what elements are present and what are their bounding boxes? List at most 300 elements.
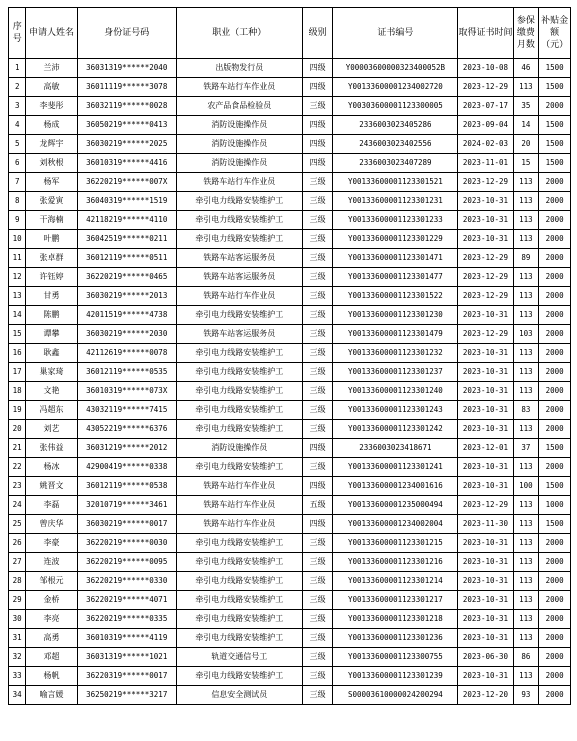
cell-id: 42900419******0338 bbox=[77, 458, 176, 477]
table-row bbox=[9, 382, 571, 401]
cell-months: 113 bbox=[513, 287, 539, 306]
cell-cert: Y00133600001123301242 bbox=[333, 420, 458, 439]
cell-subsidy: 1500 bbox=[539, 439, 571, 458]
cell-months: 113 bbox=[513, 192, 539, 211]
table-row bbox=[9, 629, 571, 648]
cell-occupation: 牵引电力线路安装维护工 bbox=[176, 572, 302, 591]
header-row bbox=[9, 8, 571, 59]
cell-cert: Y00133600001234001616 bbox=[333, 477, 458, 496]
table-row bbox=[9, 420, 571, 439]
cell-seq: 13 bbox=[9, 287, 26, 306]
cell-occupation: 牵引电力线路安装维护工 bbox=[176, 458, 302, 477]
cell-subsidy: 2000 bbox=[539, 534, 571, 553]
cell-subsidy: 2000 bbox=[539, 287, 571, 306]
cell-occupation: 铁路车站行车作业员 bbox=[176, 173, 302, 192]
cell-occupation: 牵引电力线路安装维护工 bbox=[176, 401, 302, 420]
cell-subsidy: 2000 bbox=[539, 344, 571, 363]
cell-occupation: 牵引电力线路安装维护工 bbox=[176, 610, 302, 629]
cell-id: 36220219******0030 bbox=[77, 534, 176, 553]
cell-level: 三级 bbox=[302, 591, 333, 610]
cell-id: 42112619******0078 bbox=[77, 344, 176, 363]
cell-occupation: 牵引电力线路安装维护工 bbox=[176, 192, 302, 211]
cell-name: 李亮 bbox=[26, 610, 77, 629]
cell-date: 2023-07-17 bbox=[458, 97, 513, 116]
cell-seq: 2 bbox=[9, 78, 26, 97]
cell-occupation: 牵引电力线路安装维护工 bbox=[176, 363, 302, 382]
cell-seq: 28 bbox=[9, 572, 26, 591]
cell-subsidy: 1500 bbox=[539, 116, 571, 135]
cell-seq: 27 bbox=[9, 553, 26, 572]
cell-name: 杨成 bbox=[26, 116, 77, 135]
cell-level: 四级 bbox=[302, 477, 333, 496]
cell-subsidy: 2000 bbox=[539, 363, 571, 382]
cell-level: 三级 bbox=[302, 325, 333, 344]
cell-occupation: 牵引电力线路安装维护工 bbox=[176, 629, 302, 648]
cell-seq: 34 bbox=[9, 686, 26, 705]
table-row bbox=[9, 249, 571, 268]
cell-id: 36220219******0465 bbox=[77, 268, 176, 287]
cell-id: 36011119******3078 bbox=[77, 78, 176, 97]
table-row bbox=[9, 572, 571, 591]
cell-occupation: 铁路车站客运服务员 bbox=[176, 249, 302, 268]
table-row bbox=[9, 287, 571, 306]
cell-months: 35 bbox=[513, 97, 539, 116]
cell-subsidy: 1500 bbox=[539, 154, 571, 173]
header-seq: 序号 bbox=[9, 8, 26, 59]
cell-level: 四级 bbox=[302, 439, 333, 458]
cell-level: 四级 bbox=[302, 78, 333, 97]
cell-cert: Y00133600001234002004 bbox=[333, 515, 458, 534]
cell-id: 36010319******4119 bbox=[77, 629, 176, 648]
cell-seq: 26 bbox=[9, 534, 26, 553]
cell-occupation: 铁路车站客运服务员 bbox=[176, 325, 302, 344]
cell-seq: 12 bbox=[9, 268, 26, 287]
cell-date: 2023-10-31 bbox=[458, 667, 513, 686]
cell-subsidy: 1000 bbox=[539, 496, 571, 515]
cell-level: 三级 bbox=[302, 686, 333, 705]
cell-name: 李磊 bbox=[26, 496, 77, 515]
cell-date: 2023-10-31 bbox=[458, 572, 513, 591]
cell-subsidy: 2000 bbox=[539, 458, 571, 477]
cell-name: 刘艺 bbox=[26, 420, 77, 439]
cell-date: 2023-09-04 bbox=[458, 116, 513, 135]
cell-date: 2023-10-31 bbox=[458, 629, 513, 648]
cell-cert: Y00133600001235000494 bbox=[333, 496, 458, 515]
cell-seq: 1 bbox=[9, 59, 26, 78]
cell-date: 2023-10-31 bbox=[458, 306, 513, 325]
cell-id: 36220319******0017 bbox=[77, 667, 176, 686]
table-row bbox=[9, 591, 571, 610]
cell-occupation: 消防设施操作员 bbox=[176, 135, 302, 154]
cell-name: 高勇 bbox=[26, 629, 77, 648]
cell-id: 43032119******7415 bbox=[77, 401, 176, 420]
cell-occupation: 铁路车站行车作业员 bbox=[176, 496, 302, 515]
table-row bbox=[9, 97, 571, 116]
table-row bbox=[9, 268, 571, 287]
cell-months: 113 bbox=[513, 534, 539, 553]
cell-level: 三级 bbox=[302, 97, 333, 116]
cell-subsidy: 2000 bbox=[539, 325, 571, 344]
cell-cert: Y00133600001123301236 bbox=[333, 629, 458, 648]
cell-date: 2023-12-29 bbox=[458, 268, 513, 287]
cell-date: 2023-10-31 bbox=[458, 420, 513, 439]
cell-id: 36012119******0511 bbox=[77, 249, 176, 268]
cell-occupation: 牵引电力线路安装维护工 bbox=[176, 382, 302, 401]
cell-months: 113 bbox=[513, 230, 539, 249]
cell-level: 三级 bbox=[302, 249, 333, 268]
cell-level: 四级 bbox=[302, 135, 333, 154]
cell-name: 喻言媛 bbox=[26, 686, 77, 705]
cell-months: 46 bbox=[513, 59, 539, 78]
cell-date: 2023-10-31 bbox=[458, 363, 513, 382]
table-row bbox=[9, 344, 571, 363]
cell-seq: 3 bbox=[9, 97, 26, 116]
cell-level: 三级 bbox=[302, 629, 333, 648]
cell-months: 113 bbox=[513, 382, 539, 401]
cell-name: 冯超东 bbox=[26, 401, 77, 420]
cell-cert: Y00133600001234002720 bbox=[333, 78, 458, 97]
cell-level: 三级 bbox=[302, 230, 333, 249]
cell-id: 36042519******0211 bbox=[77, 230, 176, 249]
cell-name: 曾庆华 bbox=[26, 515, 77, 534]
subsidy-table bbox=[8, 7, 571, 705]
cell-level: 五级 bbox=[302, 496, 333, 515]
cell-seq: 22 bbox=[9, 458, 26, 477]
cell-date: 2023-12-29 bbox=[458, 287, 513, 306]
table-row bbox=[9, 667, 571, 686]
cell-months: 113 bbox=[513, 515, 539, 534]
cell-level: 三级 bbox=[302, 344, 333, 363]
cell-cert: Y00133600001123301237 bbox=[333, 363, 458, 382]
cell-level: 三级 bbox=[302, 648, 333, 667]
cell-name: 甘勇 bbox=[26, 287, 77, 306]
cell-level: 三级 bbox=[302, 572, 333, 591]
cell-date: 2023-10-31 bbox=[458, 534, 513, 553]
cell-occupation: 牵引电力线路安装维护工 bbox=[176, 344, 302, 363]
cell-cert: Y00133600001123301521 bbox=[333, 173, 458, 192]
cell-level: 三级 bbox=[302, 420, 333, 439]
cell-level: 三级 bbox=[302, 553, 333, 572]
cell-date: 2023-10-31 bbox=[458, 211, 513, 230]
table-row bbox=[9, 401, 571, 420]
cell-cert: Y00133600001123301214 bbox=[333, 572, 458, 591]
header-level: 级别 bbox=[302, 8, 333, 59]
cell-subsidy: 2000 bbox=[539, 249, 571, 268]
cell-subsidy: 2000 bbox=[539, 192, 571, 211]
cell-months: 113 bbox=[513, 458, 539, 477]
cell-date: 2023-10-31 bbox=[458, 610, 513, 629]
cell-level: 三级 bbox=[302, 192, 333, 211]
cell-months: 113 bbox=[513, 610, 539, 629]
cell-date: 2023-12-01 bbox=[458, 439, 513, 458]
cell-level: 三级 bbox=[302, 610, 333, 629]
cell-months: 14 bbox=[513, 116, 539, 135]
cell-subsidy: 2000 bbox=[539, 382, 571, 401]
cell-subsidy: 2000 bbox=[539, 420, 571, 439]
cell-months: 113 bbox=[513, 306, 539, 325]
table-row bbox=[9, 515, 571, 534]
cell-occupation: 信息安全测试员 bbox=[176, 686, 302, 705]
cell-date: 2023-06-30 bbox=[458, 648, 513, 667]
cell-seq: 9 bbox=[9, 211, 26, 230]
cell-id: 42011519******4738 bbox=[77, 306, 176, 325]
header-occupation: 职业（工种） bbox=[176, 8, 302, 59]
cell-date: 2023-12-29 bbox=[458, 78, 513, 97]
cell-subsidy: 2000 bbox=[539, 97, 571, 116]
cell-id: 32010719******3461 bbox=[77, 496, 176, 515]
cell-subsidy: 2000 bbox=[539, 306, 571, 325]
cell-level: 三级 bbox=[302, 458, 333, 477]
cell-months: 113 bbox=[513, 667, 539, 686]
cell-cert: Y00133600001123301239 bbox=[333, 667, 458, 686]
cell-date: 2023-10-31 bbox=[458, 458, 513, 477]
cell-name: 张爱寅 bbox=[26, 192, 77, 211]
cell-name: 耿鑫 bbox=[26, 344, 77, 363]
cell-seq: 21 bbox=[9, 439, 26, 458]
table-row bbox=[9, 439, 571, 458]
table-row bbox=[9, 610, 571, 629]
cell-months: 113 bbox=[513, 629, 539, 648]
cell-name: 谭攀 bbox=[26, 325, 77, 344]
cell-months: 86 bbox=[513, 648, 539, 667]
cell-seq: 8 bbox=[9, 192, 26, 211]
cell-months: 113 bbox=[513, 344, 539, 363]
cell-occupation: 消防设施操作员 bbox=[176, 116, 302, 135]
table-row bbox=[9, 135, 571, 154]
cell-months: 89 bbox=[513, 249, 539, 268]
cell-date: 2023-10-31 bbox=[458, 591, 513, 610]
cell-level: 四级 bbox=[302, 59, 333, 78]
cell-name: 李豪 bbox=[26, 534, 77, 553]
cell-occupation: 出版物发行员 bbox=[176, 59, 302, 78]
cell-name: 兰沛 bbox=[26, 59, 77, 78]
cell-occupation: 铁路车站行车作业员 bbox=[176, 78, 302, 97]
cell-subsidy: 1500 bbox=[539, 78, 571, 97]
cell-id: 36032119******0028 bbox=[77, 97, 176, 116]
cell-cert: S00003610000024200294 bbox=[333, 686, 458, 705]
cell-level: 三级 bbox=[302, 534, 333, 553]
cell-date: 2023-10-31 bbox=[458, 553, 513, 572]
cell-occupation: 铁路车站客运服务员 bbox=[176, 268, 302, 287]
cell-occupation: 牵引电力线路安装维护工 bbox=[176, 667, 302, 686]
cell-cert: Y00133600001123301232 bbox=[333, 344, 458, 363]
cell-id: 36031319******2040 bbox=[77, 59, 176, 78]
cell-seq: 33 bbox=[9, 667, 26, 686]
cell-level: 三级 bbox=[302, 401, 333, 420]
cell-id: 36220219******0095 bbox=[77, 553, 176, 572]
cell-name: 金桥 bbox=[26, 591, 77, 610]
cell-seq: 31 bbox=[9, 629, 26, 648]
header-date: 取得证书时间 bbox=[458, 8, 513, 59]
cell-cert: Y00133600001123301240 bbox=[333, 382, 458, 401]
cell-level: 四级 bbox=[302, 116, 333, 135]
cell-cert: Y00133600001123301216 bbox=[333, 553, 458, 572]
cell-cert: Y00133600001123301471 bbox=[333, 249, 458, 268]
cell-name: 刘秋根 bbox=[26, 154, 77, 173]
cell-date: 2023-10-31 bbox=[458, 192, 513, 211]
cell-months: 113 bbox=[513, 553, 539, 572]
table-row bbox=[9, 363, 571, 382]
table-row bbox=[9, 116, 571, 135]
cell-date: 2023-12-29 bbox=[458, 496, 513, 515]
cell-cert: Y00133600001123301522 bbox=[333, 287, 458, 306]
cell-months: 15 bbox=[513, 154, 539, 173]
cell-name: 杨帆 bbox=[26, 667, 77, 686]
cell-level: 三级 bbox=[302, 382, 333, 401]
cell-seq: 18 bbox=[9, 382, 26, 401]
header-months: 参保缴费月数 bbox=[513, 8, 539, 59]
cell-seq: 30 bbox=[9, 610, 26, 629]
cell-subsidy: 2000 bbox=[539, 648, 571, 667]
cell-level: 三级 bbox=[302, 363, 333, 382]
cell-months: 113 bbox=[513, 572, 539, 591]
cell-subsidy: 1500 bbox=[539, 477, 571, 496]
cell-id: 36030219******2030 bbox=[77, 325, 176, 344]
cell-months: 113 bbox=[513, 173, 539, 192]
cell-level: 四级 bbox=[302, 154, 333, 173]
cell-seq: 6 bbox=[9, 154, 26, 173]
table-row bbox=[9, 648, 571, 667]
cell-id: 36030219******2025 bbox=[77, 135, 176, 154]
table-row bbox=[9, 78, 571, 97]
cell-id: 36220219******007X bbox=[77, 173, 176, 192]
cell-cert: 2336003023405286 bbox=[333, 116, 458, 135]
cell-name: 巢家琦 bbox=[26, 363, 77, 382]
cell-subsidy: 2000 bbox=[539, 268, 571, 287]
cell-date: 2023-10-31 bbox=[458, 401, 513, 420]
cell-months: 20 bbox=[513, 135, 539, 154]
cell-months: 103 bbox=[513, 325, 539, 344]
cell-occupation: 牵引电力线路安装维护工 bbox=[176, 306, 302, 325]
cell-seq: 7 bbox=[9, 173, 26, 192]
cell-cert: Y00133600001123301479 bbox=[333, 325, 458, 344]
table-row bbox=[9, 325, 571, 344]
cell-subsidy: 2000 bbox=[539, 230, 571, 249]
cell-id: 36250219******3217 bbox=[77, 686, 176, 705]
cell-date: 2023-11-01 bbox=[458, 154, 513, 173]
cell-cert: 2336003023407289 bbox=[333, 154, 458, 173]
cell-cert: Y00133600001123301229 bbox=[333, 230, 458, 249]
cell-subsidy: 2000 bbox=[539, 572, 571, 591]
cell-id: 36050219******0413 bbox=[77, 116, 176, 135]
cell-subsidy: 2000 bbox=[539, 686, 571, 705]
cell-seq: 16 bbox=[9, 344, 26, 363]
cell-name: 叶鹏 bbox=[26, 230, 77, 249]
cell-level: 三级 bbox=[302, 306, 333, 325]
cell-level: 三级 bbox=[302, 173, 333, 192]
cell-subsidy: 2000 bbox=[539, 667, 571, 686]
cell-id: 36010319******4416 bbox=[77, 154, 176, 173]
cell-occupation: 牵引电力线路安装维护工 bbox=[176, 591, 302, 610]
cell-cert: Y00133600001123301231 bbox=[333, 192, 458, 211]
cell-name: 干海楠 bbox=[26, 211, 77, 230]
cell-seq: 14 bbox=[9, 306, 26, 325]
cell-seq: 10 bbox=[9, 230, 26, 249]
cell-occupation: 牵引电力线路安装维护工 bbox=[176, 420, 302, 439]
cell-occupation: 轨道交通信号工 bbox=[176, 648, 302, 667]
cell-name: 邹根元 bbox=[26, 572, 77, 591]
cell-name: 姚晋文 bbox=[26, 477, 77, 496]
table-row bbox=[9, 230, 571, 249]
cell-name: 许钰婷 bbox=[26, 268, 77, 287]
cell-cert: Y00133600001123301241 bbox=[333, 458, 458, 477]
table-row bbox=[9, 553, 571, 572]
cell-months: 83 bbox=[513, 401, 539, 420]
cell-cert: Y00133600001123301217 bbox=[333, 591, 458, 610]
table-row bbox=[9, 306, 571, 325]
cell-subsidy: 2000 bbox=[539, 591, 571, 610]
cell-name: 张卓群 bbox=[26, 249, 77, 268]
cell-months: 37 bbox=[513, 439, 539, 458]
cell-seq: 11 bbox=[9, 249, 26, 268]
cell-subsidy: 2000 bbox=[539, 610, 571, 629]
table-row bbox=[9, 458, 571, 477]
cell-date: 2023-11-30 bbox=[458, 515, 513, 534]
cell-level: 三级 bbox=[302, 287, 333, 306]
cell-name: 文艳 bbox=[26, 382, 77, 401]
cell-id: 42118219******4110 bbox=[77, 211, 176, 230]
cell-id: 36012119******0535 bbox=[77, 363, 176, 382]
cell-date: 2023-10-08 bbox=[458, 59, 513, 78]
cell-level: 三级 bbox=[302, 268, 333, 287]
cell-date: 2023-10-31 bbox=[458, 382, 513, 401]
cell-cert: Y00133600001123301243 bbox=[333, 401, 458, 420]
cell-subsidy: 2000 bbox=[539, 629, 571, 648]
cell-level: 三级 bbox=[302, 211, 333, 230]
table-body bbox=[9, 59, 571, 705]
cell-date: 2023-10-31 bbox=[458, 344, 513, 363]
document-sheet bbox=[8, 7, 571, 705]
cell-level: 三级 bbox=[302, 667, 333, 686]
cell-occupation: 牵引电力线路安装维护工 bbox=[176, 534, 302, 553]
cell-cert: Y00133600001123301218 bbox=[333, 610, 458, 629]
table-row bbox=[9, 59, 571, 78]
cell-level: 四级 bbox=[302, 515, 333, 534]
cell-months: 113 bbox=[513, 591, 539, 610]
cell-seq: 25 bbox=[9, 515, 26, 534]
cell-subsidy: 2000 bbox=[539, 211, 571, 230]
cell-date: 2023-10-31 bbox=[458, 230, 513, 249]
cell-occupation: 消防设施操作员 bbox=[176, 154, 302, 173]
cell-name: 连波 bbox=[26, 553, 77, 572]
cell-months: 93 bbox=[513, 686, 539, 705]
cell-months: 113 bbox=[513, 78, 539, 97]
cell-cert: 2336003023418671 bbox=[333, 439, 458, 458]
cell-months: 113 bbox=[513, 363, 539, 382]
table-row bbox=[9, 534, 571, 553]
cell-subsidy: 1500 bbox=[539, 135, 571, 154]
table-row bbox=[9, 154, 571, 173]
cell-seq: 32 bbox=[9, 648, 26, 667]
cell-months: 113 bbox=[513, 420, 539, 439]
cell-seq: 23 bbox=[9, 477, 26, 496]
cell-id: 36031319******1021 bbox=[77, 648, 176, 667]
table-row bbox=[9, 211, 571, 230]
cell-name: 高敏 bbox=[26, 78, 77, 97]
cell-seq: 29 bbox=[9, 591, 26, 610]
cell-name: 邓超 bbox=[26, 648, 77, 667]
cell-cert: Y00003600000323400052B bbox=[333, 59, 458, 78]
cell-cert: Y00303600001123300005 bbox=[333, 97, 458, 116]
cell-name: 杨军 bbox=[26, 173, 77, 192]
cell-id: 36040319******1519 bbox=[77, 192, 176, 211]
cell-occupation: 铁路车站行车作业员 bbox=[176, 477, 302, 496]
cell-id: 36220219******4071 bbox=[77, 591, 176, 610]
cell-name: 杨冰 bbox=[26, 458, 77, 477]
cell-date: 2023-12-29 bbox=[458, 173, 513, 192]
cell-occupation: 牵引电力线路安装维护工 bbox=[176, 553, 302, 572]
cell-occupation: 铁路车站行车作业员 bbox=[176, 515, 302, 534]
